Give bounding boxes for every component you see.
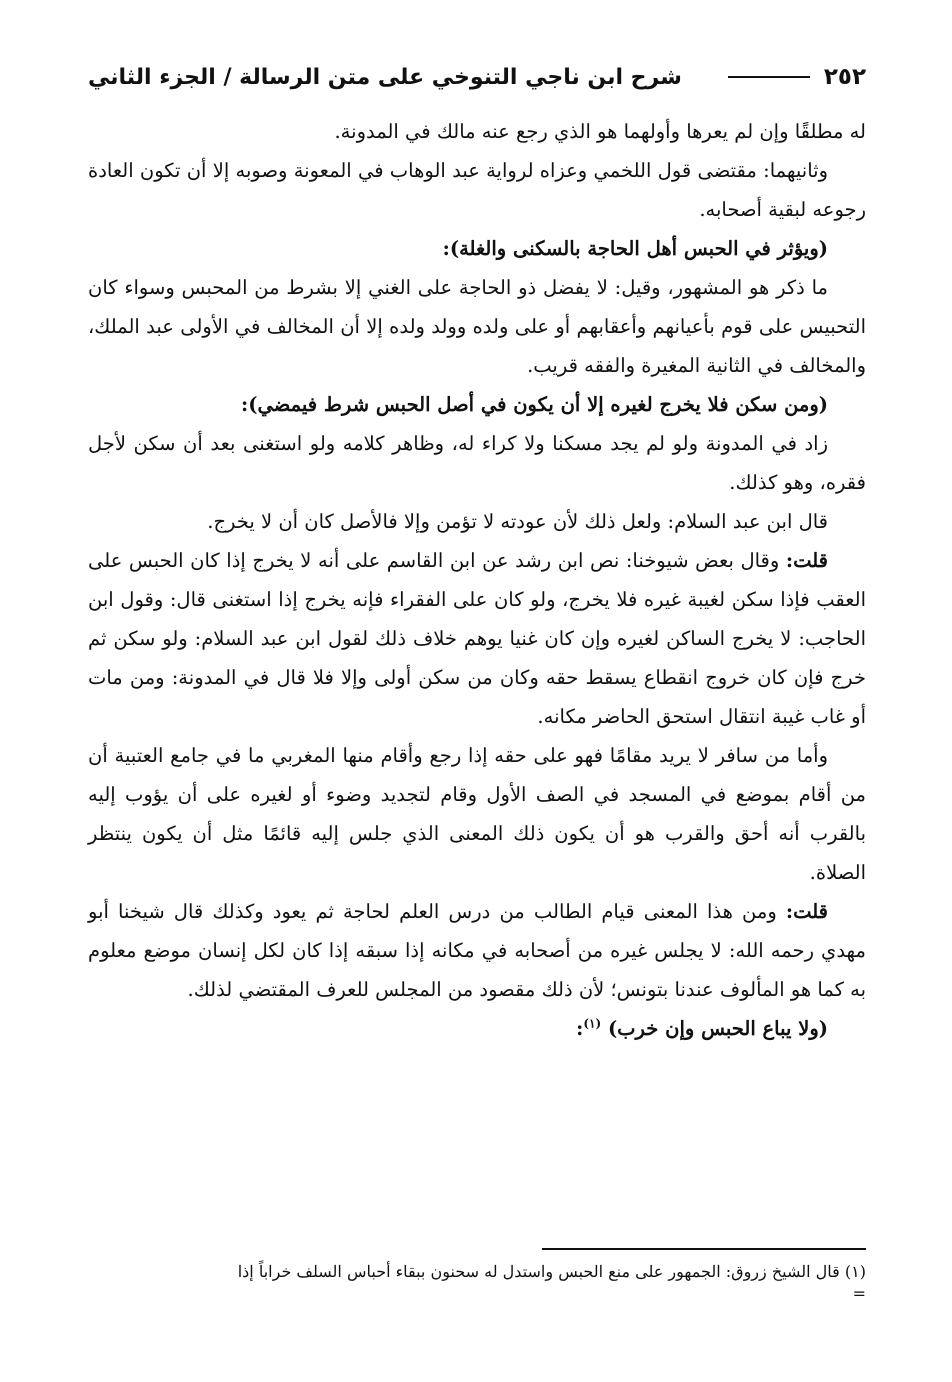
paragraph-1: له مطلقًا وإن لم يعرها وأولهما هو الذي رجع عنه مالك في المدونة. (334, 120, 866, 143)
header-rule (728, 76, 810, 78)
matn-quote-3 (88, 1009, 866, 1048)
footnote (88, 1258, 866, 1302)
page-header (88, 64, 866, 90)
paragraph-2: وثانيهما: مقتضى قول اللخمي وعزاه لرواية عبد الوهاب في المعونة وصوبه إلا أن تكون العادة رجوعه لبقية أصحابه. (88, 159, 866, 221)
book-title: شرح ابن ناجي التنوخي على متن الرسالة / الجزء الثاني (88, 64, 682, 90)
matn-quote-3-colon: : (576, 1017, 584, 1040)
paragraph-8 (88, 892, 866, 1009)
body-text (88, 112, 866, 1048)
matn-quote-3-text: (ولا يباع الحبس وإن خرب) (607, 1017, 828, 1040)
footnote-marker: (١) (583, 1016, 602, 1031)
qultu-label-1: قلت: (785, 549, 828, 572)
paragraph-6 (88, 541, 866, 736)
matn-quote-1: (ويؤثر في الحبس أهل الحاجة بالسكنى والغلة): (442, 237, 828, 260)
paragraph-4: زاد في المدونة ولو لم يجد مسكنا ولا كراء له، وظاهر كلامه ولو استغنى بعد أن سكن لأجل فقره، وهو كذلك. (88, 432, 866, 494)
paragraph-5: قال ابن عبد السلام: ولعل ذلك لأن عودته لا تؤمن وإلا فالأصل كان أن لا يخرج. (207, 510, 828, 533)
footnote-text: (١) قال الشيخ زروق: الجمهور على منع الحبس واستدل له سحنون ببقاء أحباس السلف خراباً إذا (237, 1262, 866, 1281)
qultu-label-2: قلت: (785, 900, 828, 923)
paragraph-6-text: وقال بعض شيوخنا: نص ابن رشد عن ابن القاسم على أنه لا يخرج إذا كان الحبس على العقب فإذا سكن لغيبة غيره فلا يخرج، ولو كان على الفقراء فإنه يخرج إذا استغنى قال: وقول ابن الحاجب: لا يخرج الساكن لغيره وإن كان غنيا يوهم خلاف ذلك لقول ابن عبد السلام: ولو سكن ثم خرج فإن كان خروج انقطاع يسقط حقه وكان من سكن أولى وإلا فلا قال في المدونة: ومن مات أو غاب غيبة انتقال استحق الحاضر مكانه. (88, 549, 866, 728)
footnote-continuation-mark: = (852, 1284, 866, 1303)
paragraph-3: ما ذكر هو المشهور، وقيل: لا يفضل ذو الحاجة على الغني إلا بشرط من المحبس وسواء كان التحبيس على قوم بأعيانهم وأعقابهم أو على ولده وولد ولده إلا أن المخالف في الأولى عبد الملك، والمخالف في الثانية المغيرة والفقه قريب. (88, 276, 866, 377)
paragraph-7: وأما من سافر لا يريد مقامًا فهو على حقه إذا رجع وأقام منها المغربي ما في جامع العتبية أن من أقام بموضع في المسجد في الصف الأول وقام لتجديد وضوء أو لغيره على أن يؤوب إليه بالقرب أنه أحق والقرب هو أن يكون ذلك المعنى الذي جلس إليه قائمًا مثل أن يكون ينتظر الصلاة. (88, 744, 866, 884)
matn-quote-2: (ومن سكن فلا يخرج لغيره إلا أن يكون في أصل الحبس شرط فيمضي): (241, 393, 828, 416)
paragraph-8-text: ومن هذا المعنى قيام الطالب من درس العلم لحاجة ثم يعود وكذلك قال شيخنا أبو مهدي رحمه الله: لا يجلس غيره من أصحابه في مكانه إذا سبقه إذا كان لكل إنسان موضع معلوم به كما هو المألوف عندنا بتونس؛ لأن ذلك مقصود من المجلس للعرف المقتضي لذلك. (88, 900, 866, 1001)
footnote-rule (542, 1248, 866, 1250)
running-head (728, 64, 866, 90)
page-number: ٢٥٢ (823, 64, 866, 90)
